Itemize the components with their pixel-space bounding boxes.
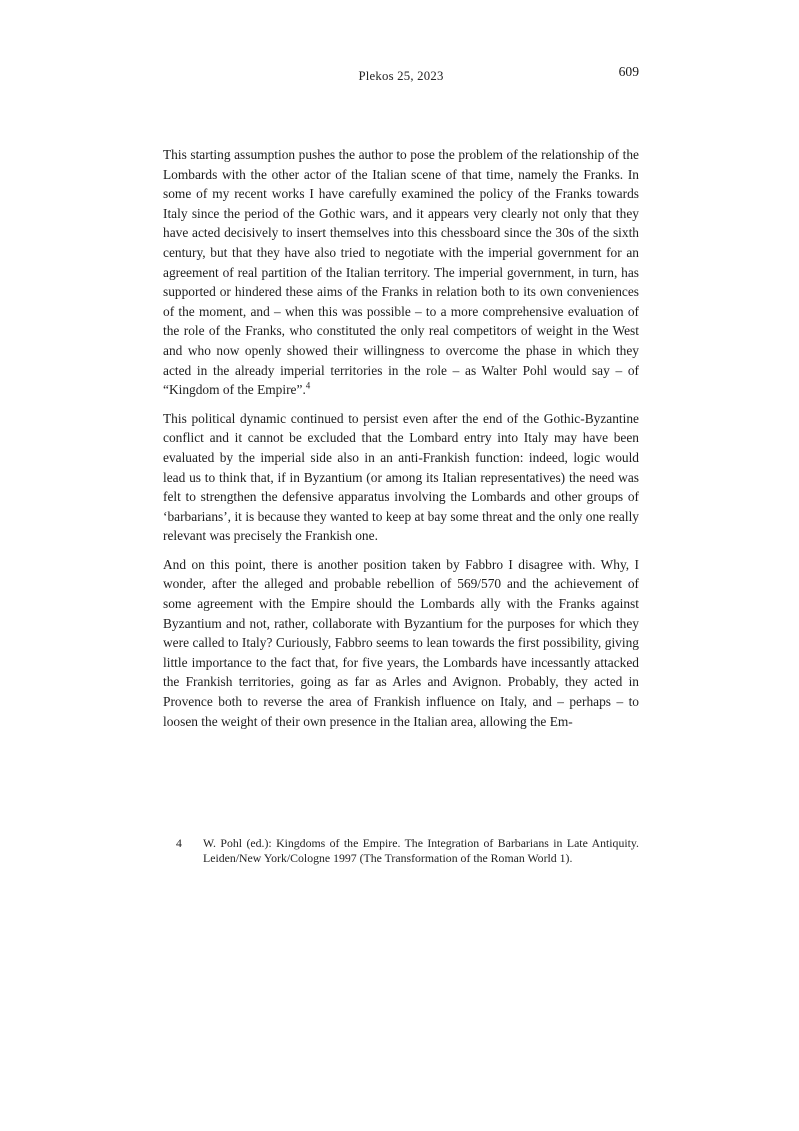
paragraph-3-text: And on this point, there is another position taken by Fabbro I disagree with. Why, I wonder, after the alleged and probable rebellion of 569/570 and the achievement of some agreement with the Empire should the Lombards ally with the Franks against Byzantium and not, rather, collaborate with Byzantium for the purposes for which they were called to Italy? Curiously, Fabbro seems to lean towards the first possibility, giving little importance to the fact that, for five years, the Lombards have incessantly attacked the Frankish territories, going as far as Arles and Avignon. Probably, they acted in Provence both to reverse the area of Frankish influence on Italy, and – perhaps – to loosen the weight of their own presence in the Italian area, allowing the Em- xyxy=(163,556,639,729)
journal-title: Plekos 25, 2023 xyxy=(358,69,444,83)
paragraph xyxy=(163,555,639,731)
page-header xyxy=(163,64,639,91)
footnote-item xyxy=(163,836,639,867)
paragraph-1-text: This starting assumption pushes the author to pose the problem of the relationship of the Lombards with the other actor of the Italian scene of that time, namely the Franks. In some of my recent works I have carefully examined the policy of the Franks towards Italy since the period of the Gothic wars, and it appears very clearly not only that they have acted decisively to insert themselves into this chessboard since the 30s of the sixth century, but that they have also tried to negotiate with the imperial government for an agreement of real partition of the Italian territory. The imperial government, in turn, has supported or hindered these aims of the Franks in relation both to its own conveniences of the moment, and – when this was possible – to a more comprehensive evaluation of the role of the Franks, who constituted the only real competitors of weight in the West and who now openly showed their willingness to overcome the phase in which they acted in the already imperial territories in the role – as Walter Pohl would say – of “Kingdom of the Empire”. xyxy=(163,147,639,398)
page-number: 609 xyxy=(618,64,639,79)
article-body xyxy=(163,145,639,740)
footnotes-section xyxy=(163,836,639,867)
footnote-number: 4 xyxy=(176,836,182,850)
footnote-text: W. Pohl (ed.): Kingdoms of the Empire. The Integration of Barbarians in Late Antiquity. Leiden/New York/Cologne 1997 (The Transformation of the Roman World 1). xyxy=(203,836,639,866)
footnote-ref-4: 4 xyxy=(305,380,311,391)
paragraph xyxy=(163,409,639,546)
paragraph-2-text: This political dynamic continued to persist even after the end of the Gothic-Byzantine conflict and it cannot be excluded that the Lombard entry into Italy may have been evaluated by the imperial side also in an anti-Frankish function: indeed, logic would lead us to think that, if in Byzantium (or among its Italian representatives) the need was felt to strengthen the defensive apparatus involving the Lombards and other groups of ‘barbarians’, it is because they wanted to keep at bay some threat and the only one really relevant was precisely the Frankish one. xyxy=(163,410,639,544)
paragraph xyxy=(163,145,639,400)
